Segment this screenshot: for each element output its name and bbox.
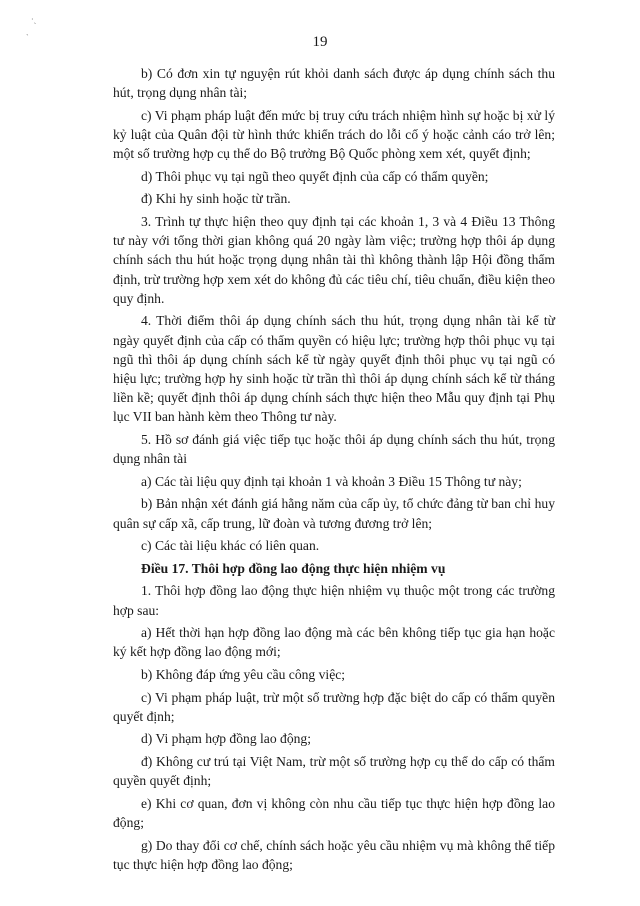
paragraph: 3. Trình tự thực hiện theo quy định tại các khoản 1, 3 và 4 Điều 13 Thông tư này với tổng thời gian không quá 20 ngày làm việc; trường hợp thôi áp dụng chính sách thu hút hoặc trọng dụng nhân tài thì không thành lập Hội đồng thẩm định, trừ trường hợp xem xét do không đủ các tiêu chí, tiêu chuẩn, điều kiện theo quy định. <box>113 213 555 306</box>
article-heading: Điều 17. Thôi hợp đồng lao động thực hiện nhiệm vụ <box>141 560 446 576</box>
paragraph: b) Không đáp ứng yêu cầu công việc; <box>141 666 346 682</box>
document-body <box>113 64 555 877</box>
paragraph: c) Vi phạm pháp luật, trừ một số trường hợp đặc biệt do cấp có thẩm quyền quyết định; <box>113 689 555 724</box>
paragraph: 4. Thời điểm thôi áp dụng chính sách thu hút, trọng dụng nhân tài kể từ ngày quyết định của cấp có thẩm quyền có hiệu lực; trường hợp thôi phục vụ tại ngũ thì thôi áp dụng chính sách kể từ ngày quyết định thôi phục vụ tại ngũ có hiệu lực; trường hợp hy sinh hoặc từ trần thì thôi áp dụng chính sách kể từ tháng liền kề; quyết định thôi áp dụng chính sách thực hiện theo Mẫu quy định tại Phụ lục VII ban hành kèm theo Thông tư này. <box>113 313 555 425</box>
paragraph: g) Do thay đổi cơ chế, chính sách hoặc yêu cầu nhiệm vụ mà không thể tiếp tục thực hiện hợp đồng lao động; <box>113 837 555 872</box>
paragraph: c) Các tài liệu khác có liên quan. <box>141 538 320 554</box>
paragraph: e) Khi cơ quan, đơn vị không còn nhu cầu tiếp tục thực hiện hợp đồng lao động; <box>113 795 555 830</box>
paragraph: a) Các tài liệu quy định tại khoản 1 và khoản 3 Điều 15 Thông tư này; <box>141 473 522 489</box>
paragraph: b) Bản nhận xét đánh giá hằng năm của cấp ủy, tổ chức đảng từ ban chỉ huy quân sự cấp xã, cấp trung, lữ đoàn và tương đương trở lên; <box>113 496 555 531</box>
paragraph: d) Thôi phục vụ tại ngũ theo quyết định của cấp có thẩm quyền; <box>141 168 489 184</box>
scan-mark-left: ˋ <box>26 33 29 42</box>
paragraph: b) Có đơn xin tự nguyện rút khỏi danh sách được áp dụng chính sách thu hút, trọng dụng nhân tài; <box>113 66 555 101</box>
paragraph: c) Vi phạm pháp luật đến mức bị truy cứu trách nhiệm hình sự hoặc bị xử lý kỷ luật của Quân đội từ hình thức khiển trách do lỗi cố ý hoặc cảnh cáo trở lên; một số trường hợp cụ thể do Bộ trưởng Bộ Quốc phòng xem xét, quyết định; <box>113 107 555 162</box>
paragraph: đ) Khi hy sinh hoặc từ trần. <box>141 191 291 207</box>
scan-mark-top: ·ˎ <box>31 15 37 24</box>
paragraph: 1. Thôi hợp đồng lao động thực hiện nhiệm vụ thuộc một trong các trường hợp sau: <box>113 583 555 618</box>
page-number: 19 <box>312 34 328 50</box>
paragraph: d) Vi phạm hợp đồng lao động; <box>141 731 311 747</box>
paragraph: đ) Không cư trú tại Việt Nam, trừ một số trường hợp cụ thể do cấp có thẩm quyền quyết định; <box>113 753 555 789</box>
paragraph: a) Hết thời hạn hợp đồng lao động mà các bên không tiếp tục gia hạn hoặc ký kết hợp đồng lao động mới; <box>113 625 555 660</box>
paragraph: 5. Hồ sơ đánh giá việc tiếp tục hoặc thôi áp dụng chính sách thu hút, trọng dụng nhân tài <box>113 432 555 467</box>
